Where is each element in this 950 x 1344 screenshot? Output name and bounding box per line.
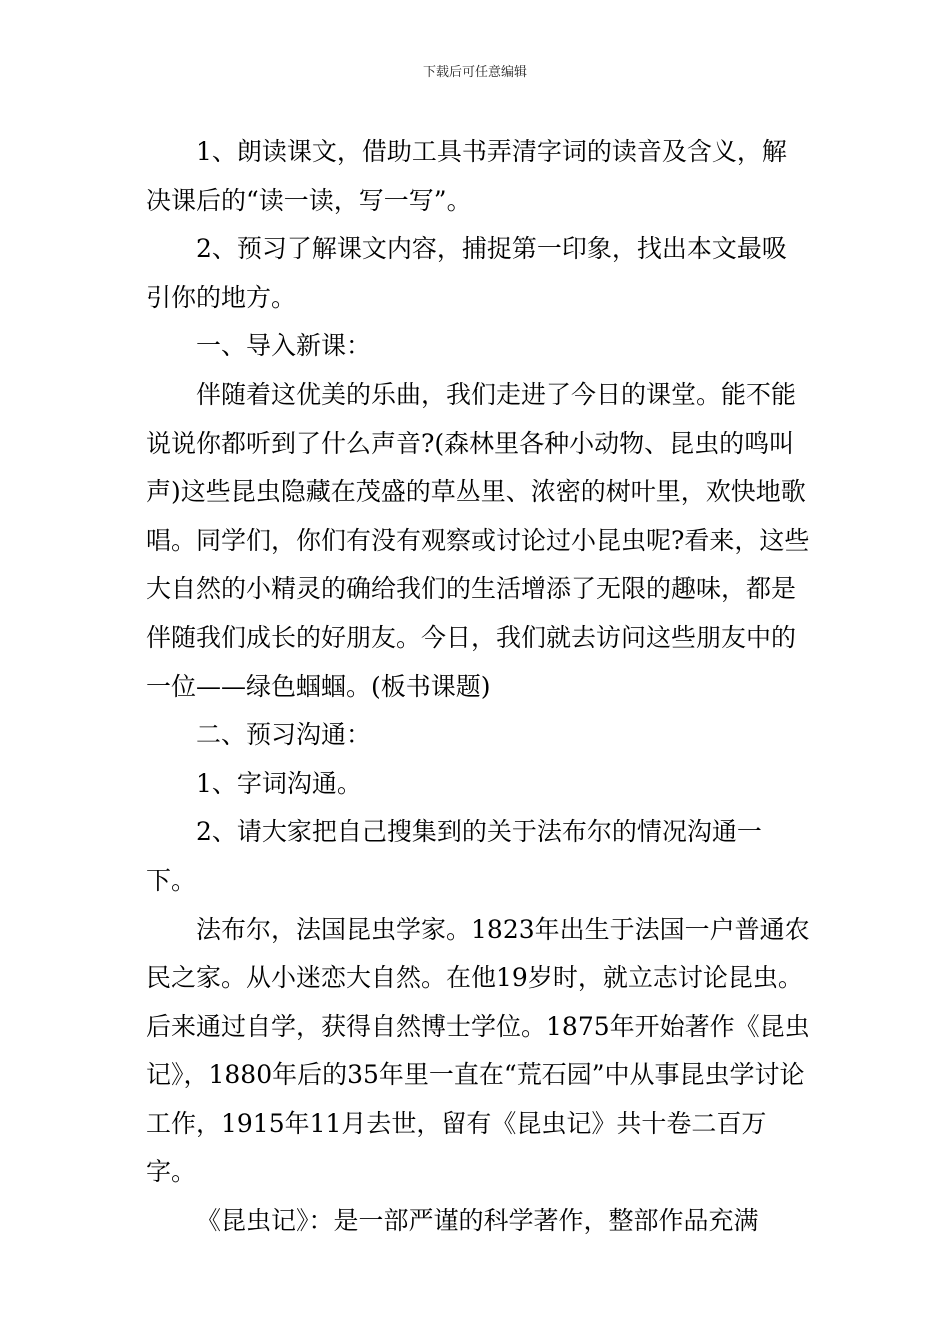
paragraph-vocab: 1、字词沟通。: [196, 768, 362, 798]
paragraph-fabre-bio: 法布尔，法国昆虫学家。1823年出生于法国一户普通农民之家。从小迷恋大自然。在他19岁时，就立志讨论昆虫。后来通过自学，获得自然博士学位。1875年开始著作《昆虫记》，1880年后的35年里一直在“荒石园”中从事昆虫学讨论工作，1915年11月去世，留有《昆虫记》共十卷二百万字。: [146, 914, 810, 1187]
paragraph-task-2: 2、预习了解课文内容，捕捉第一印象，找出本文最吸引你的地方。: [146, 234, 787, 312]
paragraph-task-1: 1、朗读课文，借助工具书弄清字词的读音及含义，解决课后的“读一读，写一写”。: [146, 137, 787, 215]
section-heading-preview: 二、预习沟通：: [196, 720, 372, 750]
page-header: 下载后可任意编辑: [422, 65, 527, 80]
paragraph-fabre-prompt: 2、请大家把自己搜集到的关于法布尔的情况沟通一下。: [146, 817, 762, 895]
paragraph-intro: 伴随着这优美的乐曲，我们走进了今日的课堂。能不能说说你都听到了什么声音?(森林里各种小动物、昆虫的鸣叫声)这些昆虫隐藏在茂盛的草丛里、浓密的树叶里，欢快地歌唱。同学们，你们有没有观察或讨论过小昆虫呢?看来，这些大自然的小精灵的确给我们的生活增添了无限的趣味，都是伴随我们成长的好朋友。今日，我们就去访问这些朋友中的一位——绿色蝈蝈。(板书课题): [146, 379, 810, 701]
paragraph-book-intro: 《昆虫记》：是一部严谨的科学著作，整部作品充满: [196, 1206, 759, 1236]
section-heading-intro: 一、导入新课：: [196, 331, 372, 361]
document-body: [146, 128, 811, 1246]
